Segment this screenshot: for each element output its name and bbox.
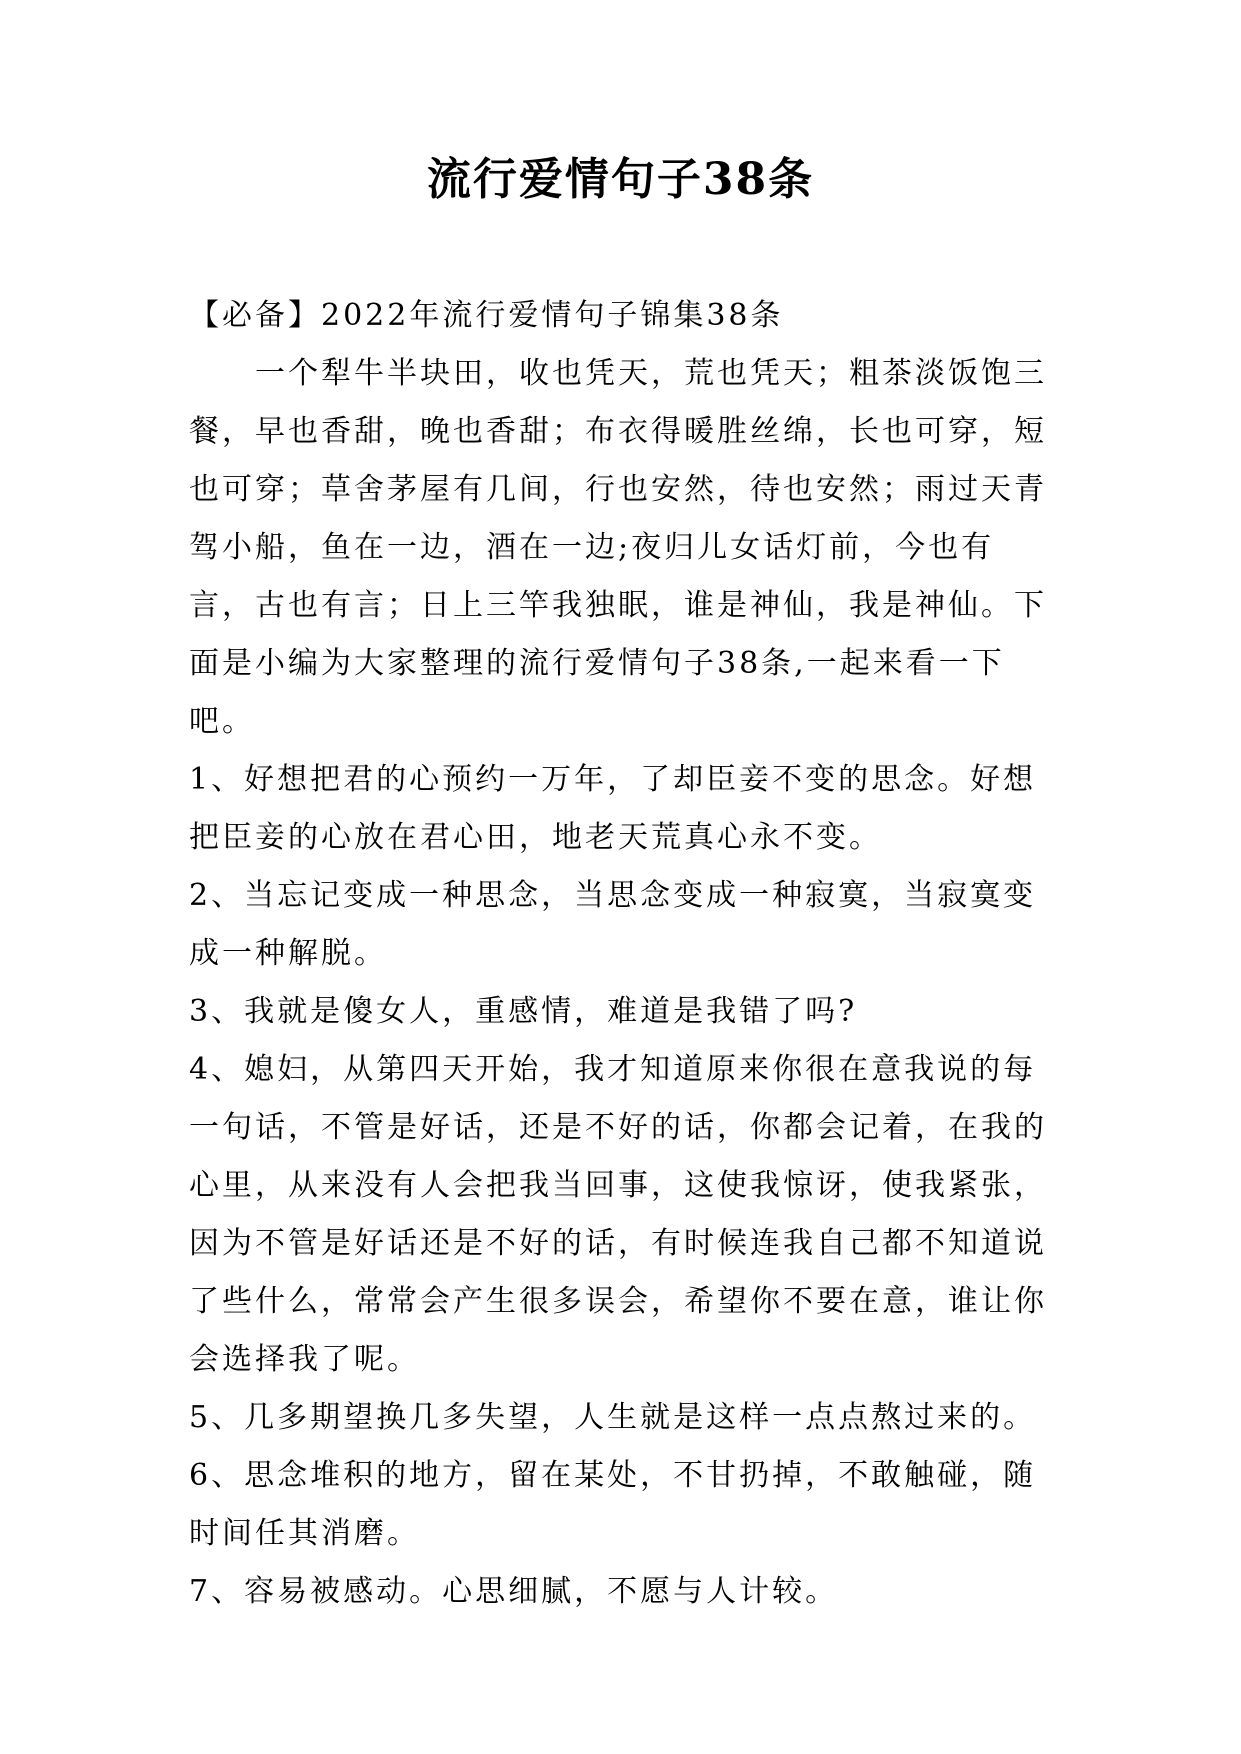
list-item: 1、好想把君的心预约一万年，了却臣妾不变的思念。好想把臣妾的心放在君心田，地老天荒真心永不变。 <box>189 762 1037 855</box>
list-item: 2、当忘记变成一种思念，当思念变成一种寂寞，当寂寞变成一种解脱。 <box>189 878 1037 971</box>
document-body <box>189 287 1059 1621</box>
list-item: 6、思念堆积的地方，留在某处，不甘扔掉，不敢触碰，随时间任其消磨。 <box>189 1458 1037 1551</box>
document-subtitle: 【必备】2022年流行爱情句子锦集38条 <box>189 298 784 333</box>
intro-paragraph: 一个犁牛半块田，收也凭天，荒也凭天；粗茶淡饭饱三餐，早也香甜，晚也香甜；布衣得暖胜丝绵，长也可穿，短也可穿；草舍茅屋有几间，行也安然，待也安然；雨过天青驾小船，鱼在一边，酒在一边;夜归儿女话灯前，今也有言，古也有言；日上三竿我独眠，谁是神仙，我是神仙。下面是小编为大家整理的流行爱情句子38条,一起来看一下吧。 <box>189 356 1047 739</box>
list-item: 7、容易被感动。心思细腻，不愿与人计较。 <box>189 1574 839 1609</box>
list-item: 4、媳妇，从第四天开始，我才知道原来你很在意我说的每一句话，不管是好话，还是不好的话，你都会记着，在我的心里，从来没有人会把我当回事，这使我惊讶，使我紧张，因为不管是好话还是不好的话，有时候连我自己都不知道说了些什么，常常会产生很多误会，希望你不要在意，谁让你会选择我了呢。 <box>189 1052 1047 1377</box>
document-title: 流行爱情句子38条 <box>426 154 815 205</box>
list-item: 5、几多期望换几多失望，人生就是这样一点点熬过来的。 <box>189 1400 1037 1435</box>
list-item: 3、我就是傻女人，重感情，难道是我错了吗? <box>189 994 858 1029</box>
